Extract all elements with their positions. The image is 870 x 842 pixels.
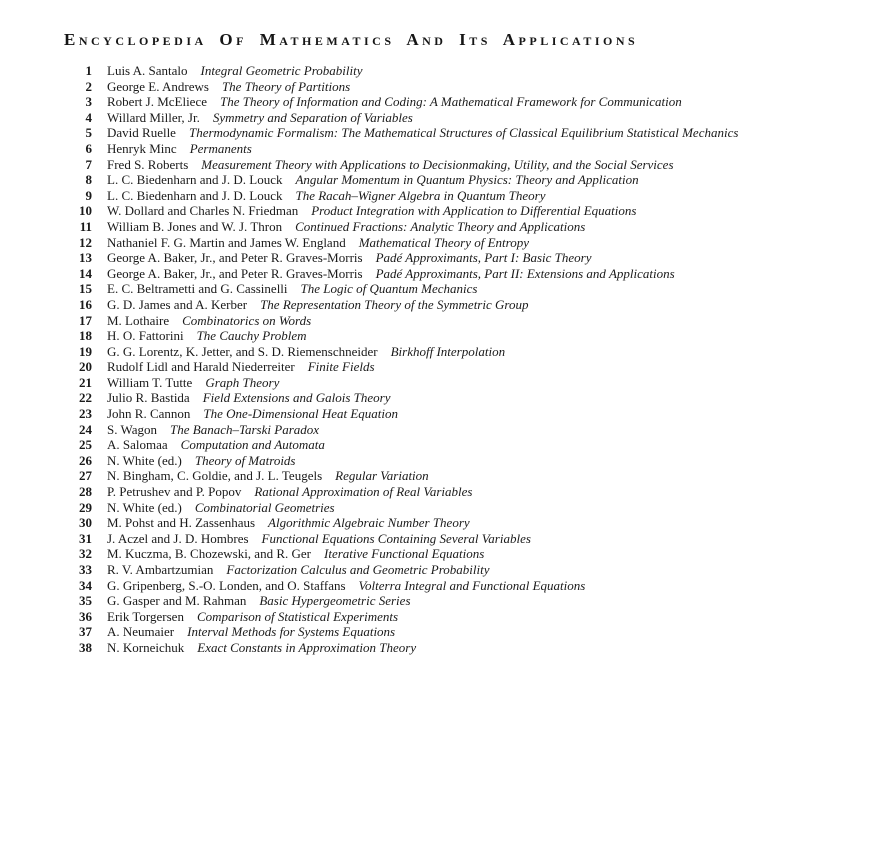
- entry-number: 36: [79, 608, 92, 624]
- entry-number: 8: [85, 172, 92, 188]
- entry-number: 11: [79, 218, 92, 234]
- entry-number: 33: [79, 562, 92, 577]
- entry-title: The Racah–Wigner Algebra in Quantum Theory: [295, 187, 546, 203]
- entry-body: [107, 328, 810, 344]
- list-item: [62, 359, 810, 375]
- entry-title: Measurement Theory with Applications to Decisionmaking, Utility, and the Social Services: [201, 156, 674, 172]
- list-item: [62, 141, 810, 157]
- list-item: [62, 157, 810, 173]
- list-item: [62, 188, 810, 204]
- entry-number: 19: [79, 343, 92, 359]
- list-item: [62, 297, 810, 313]
- list-item: [62, 484, 810, 500]
- entry-title: The Theory of Partitions: [221, 78, 351, 94]
- entry-title: Functional Equations Containing Several Variables: [261, 530, 531, 546]
- entry-title: Thermodynamic Formalism: The Mathematical Structures of Classical Equilibrium Statistical Mechanics: [188, 125, 739, 141]
- entry-body: [107, 250, 810, 266]
- entry-title: Symmetry and Separation of Variables: [212, 109, 413, 125]
- entry-title: Product Integration with Application to Differential Equations: [311, 203, 637, 219]
- entry-body: [107, 546, 810, 562]
- entry-number: 5: [85, 125, 92, 141]
- list-item: [62, 63, 810, 79]
- entry-title: Padé Approximants, Part II: Extensions and Applications: [375, 265, 675, 281]
- entry-title: The Theory of Information and Coding: A Mathematical Framework for Communication: [220, 94, 682, 110]
- entry-title: The Cauchy Problem: [196, 328, 307, 344]
- entry-body: [107, 157, 810, 173]
- list-item: [62, 94, 810, 110]
- entry-title: Continued Fractions: Analytic Theory and Applications: [295, 218, 586, 234]
- list-item: [62, 110, 810, 126]
- entry-authors: S. Wagon: [107, 421, 157, 437]
- entry-number: 7: [85, 156, 92, 172]
- entry-authors: Julio R. Bastida: [107, 390, 190, 406]
- entry-body: [107, 406, 810, 422]
- entry-body: [107, 578, 810, 594]
- entry-number: 21: [79, 374, 92, 390]
- entry-number: 14: [79, 265, 92, 281]
- entry-body: [107, 609, 810, 625]
- entry-authors: G. D. James and A. Kerber: [107, 296, 248, 312]
- entry-body: [107, 110, 810, 126]
- list-item: [62, 390, 810, 406]
- entry-number: 13: [79, 250, 92, 266]
- entry-body: [107, 344, 810, 360]
- entry-body: [107, 515, 810, 531]
- entry-authors: William T. Tutte: [107, 374, 193, 390]
- entry-body: [107, 624, 810, 640]
- entry-authors: P. Petrushev and P. Popov: [107, 484, 242, 500]
- list-item: [62, 203, 810, 219]
- entry-authors: E. C. Beltrametti and G. Cassinelli: [107, 281, 288, 297]
- entry-title: Comparison of Statistical Experiments: [196, 608, 399, 624]
- entry-authors: H. O. Fattorini: [107, 328, 184, 344]
- entry-number: 27: [79, 468, 92, 484]
- entry-body: [107, 219, 810, 235]
- entry-body: [107, 359, 810, 375]
- entry-body: [107, 266, 810, 282]
- entry-number: 17: [79, 312, 92, 328]
- entry-title: Mathematical Theory of Entropy: [358, 234, 529, 250]
- list-item: [62, 640, 810, 656]
- entry-number: 20: [79, 359, 92, 375]
- series-title: Encyclopedia Of Mathematics And Its Applications: [64, 30, 639, 49]
- list-item: [62, 624, 810, 640]
- entry-number: 4: [85, 109, 92, 125]
- entry-number: 15: [79, 281, 92, 297]
- entry-authors: John R. Cannon: [107, 406, 191, 422]
- list-item: [62, 250, 810, 266]
- entry-number: 38: [79, 639, 92, 655]
- entry-number: 29: [79, 499, 92, 515]
- entry-title: Integral Geometric Probability: [200, 63, 363, 78]
- entry-authors: Robert J. McEliece: [107, 94, 207, 110]
- list-item: [62, 328, 810, 344]
- entry-body: [107, 94, 810, 110]
- entry-number: 35: [79, 593, 92, 609]
- list-item: [62, 531, 810, 547]
- entry-body: [107, 79, 810, 95]
- entry-authors: A. Salomaa: [107, 437, 168, 453]
- entry-number: 16: [79, 296, 92, 312]
- entry-authors: G. Gripenberg, S.-O. Londen, and O. Staffans: [107, 577, 346, 593]
- entry-number: 9: [85, 187, 92, 203]
- entry-body: [107, 125, 810, 141]
- entry-authors: N. White (ed.): [107, 499, 182, 515]
- entry-number: 30: [79, 515, 92, 531]
- entry-number: 22: [79, 390, 92, 406]
- entry-title: Combinatorial Geometries: [194, 499, 335, 515]
- entry-authors: Luis A. Santalo: [107, 63, 188, 78]
- entry-body: [107, 297, 810, 313]
- entry-number: 12: [79, 234, 92, 250]
- entry-authors: Erik Torgersen: [107, 608, 184, 624]
- entry-body: [107, 593, 810, 609]
- entry-number: 32: [79, 546, 92, 562]
- entry-number: 6: [85, 140, 92, 156]
- entry-authors: A. Neumaier: [107, 624, 175, 640]
- entry-authors: Rudolf Lidl and Harald Niederreiter: [107, 359, 295, 375]
- entry-number: 1: [85, 63, 92, 78]
- entry-body: [107, 531, 810, 547]
- entry-authors: W. Dollard and Charles N. Friedman: [107, 203, 299, 219]
- entry-body: [107, 422, 810, 438]
- entry-title: Field Extensions and Galois Theory: [202, 390, 391, 406]
- entry-title: The Representation Theory of the Symmetric Group: [260, 296, 529, 312]
- entry-title: Combinatorics on Words: [182, 312, 312, 328]
- entry-number: 24: [79, 421, 92, 437]
- list-item: [62, 609, 810, 625]
- entry-body: [107, 437, 810, 453]
- entry-body: [107, 188, 810, 204]
- list-item: [62, 500, 810, 516]
- entry-title: Angular Momentum in Quantum Physics: Theory and Application: [295, 172, 639, 188]
- entry-body: [107, 141, 810, 157]
- entry-body: [107, 235, 810, 251]
- list-item: [62, 281, 810, 297]
- entry-title: The Logic of Quantum Mechanics: [300, 281, 478, 297]
- entry-number: 34: [79, 577, 92, 593]
- entry-authors: M. Kuczma, B. Chozewski, and R. Ger: [107, 546, 311, 562]
- entry-number: 3: [85, 94, 92, 110]
- entry-number: 10: [79, 203, 92, 219]
- entry-title: Rational Approximation of Real Variables: [254, 484, 473, 500]
- entry-body: [107, 484, 810, 500]
- list-item: [62, 546, 810, 562]
- entry-authors: N. Korneichuk: [107, 639, 185, 655]
- entry-authors: George A. Baker, Jr., and Peter R. Graves-Morris: [107, 250, 363, 266]
- entry-body: [107, 468, 810, 484]
- entry-body: [107, 203, 810, 219]
- entry-number: 25: [79, 437, 92, 453]
- entry-number: 23: [79, 406, 92, 422]
- entry-authors: Willard Miller, Jr.: [107, 109, 200, 125]
- entry-title: Graph Theory: [205, 374, 280, 390]
- entry-body: [107, 390, 810, 406]
- entry-title: Iterative Functional Equations: [324, 546, 485, 562]
- entry-body: [107, 562, 810, 578]
- entry-authors: David Ruelle: [107, 125, 176, 141]
- entry-title: Interval Methods for Systems Equations: [187, 624, 396, 640]
- entry-authors: Nathaniel F. G. Martin and James W. England: [107, 234, 346, 250]
- list-item: [62, 562, 810, 578]
- entry-authors: N. White (ed.): [107, 452, 182, 468]
- list-item: [62, 235, 810, 251]
- list-item: [62, 406, 810, 422]
- entry-body: [107, 172, 810, 188]
- entry-body: [107, 281, 810, 297]
- series-list: [62, 63, 810, 656]
- list-item: [62, 266, 810, 282]
- entry-authors: M. Pohst and H. Zassenhaus: [107, 515, 256, 531]
- entry-title: Basic Hypergeometric Series: [259, 593, 411, 609]
- entry-title: Finite Fields: [307, 359, 375, 375]
- entry-authors: J. Aczel and J. D. Hombres: [107, 530, 249, 546]
- entry-title: Theory of Matroids: [194, 452, 296, 468]
- entry-authors: L. C. Biedenharn and J. D. Louck: [107, 172, 283, 188]
- entry-body: [107, 375, 810, 391]
- entry-authors: G. Gasper and M. Rahman: [107, 593, 247, 609]
- entry-title: Factorization Calculus and Geometric Probability: [226, 562, 490, 577]
- entry-title: Computation and Automata: [180, 437, 325, 453]
- entry-authors: George E. Andrews: [107, 78, 209, 94]
- entry-title: Volterra Integral and Functional Equations: [358, 577, 586, 593]
- list-item: [62, 578, 810, 594]
- list-item: [62, 219, 810, 235]
- entry-title: Permanents: [189, 140, 252, 156]
- entry-title: Regular Variation: [335, 468, 429, 484]
- entry-number: 26: [79, 452, 92, 468]
- list-item: [62, 593, 810, 609]
- entry-body: [107, 63, 810, 79]
- list-item: [62, 515, 810, 531]
- entry-title: Padé Approximants, Part I: Basic Theory: [375, 250, 592, 266]
- entry-title: Exact Constants in Approximation Theory: [197, 639, 417, 655]
- list-item: [62, 375, 810, 391]
- entry-title: The One-Dimensional Heat Equation: [203, 406, 399, 422]
- entry-authors: William B. Jones and W. J. Thron: [107, 218, 283, 234]
- entry-title: The Banach–Tarski Paradox: [170, 421, 320, 437]
- entry-number: 37: [79, 624, 92, 640]
- entry-number: 28: [79, 484, 92, 500]
- entry-body: [107, 453, 810, 469]
- entry-authors: N. Bingham, C. Goldie, and J. L. Teugels: [107, 468, 323, 484]
- entry-authors: R. V. Ambartzumian: [107, 562, 214, 577]
- list-item: [62, 453, 810, 469]
- entry-authors: M. Lothaire: [107, 312, 170, 328]
- list-item: [62, 79, 810, 95]
- entry-authors: L. C. Biedenharn and J. D. Louck: [107, 187, 283, 203]
- list-item: [62, 422, 810, 438]
- entry-title: Birkhoff Interpolation: [390, 343, 506, 359]
- entry-authors: Fred S. Roberts: [107, 156, 189, 172]
- entry-body: [107, 500, 810, 516]
- entry-body: [107, 313, 810, 329]
- entry-authors: Henryk Minc: [107, 140, 177, 156]
- list-item: [62, 313, 810, 329]
- entry-number: 2: [85, 78, 92, 94]
- entry-body: [107, 640, 810, 656]
- entry-number: 31: [79, 530, 92, 546]
- entry-title: Algorithmic Algebraic Number Theory: [268, 515, 470, 531]
- list-item: [62, 468, 810, 484]
- list-item: [62, 344, 810, 360]
- list-item: [62, 125, 810, 141]
- entry-number: 18: [79, 328, 92, 344]
- entry-authors: George A. Baker, Jr., and Peter R. Graves-Morris: [107, 265, 363, 281]
- entry-authors: G. G. Lorentz, K. Jetter, and S. D. Riemenschneider: [107, 343, 378, 359]
- list-item: [62, 172, 810, 188]
- list-item: [62, 437, 810, 453]
